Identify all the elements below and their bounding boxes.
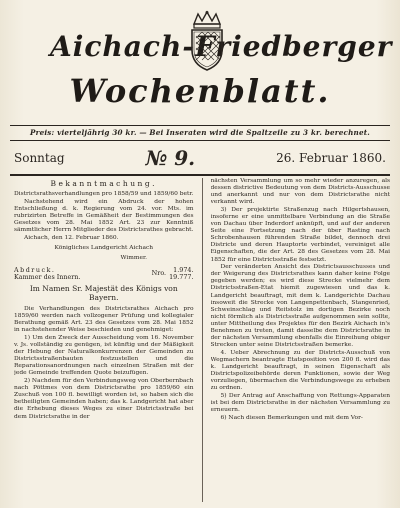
item-3: 3) Der projektirte Straßenzug nach Hilgertshausen, insoferne er eine unmittelbare Verbindung an die Straße von Dachau über Inderdorf anknüpft, und auf der anderen Seite eine Fortsetzung nach der über Rasting nach Schrobenhausen führenden Straße bildet, dennoch drei Districte und deren Hauptorte verbindet, vereiniget alle Eigenschaften, die der Art. 28 des Gesetzes vom 28. Mai 1852 für eine Districtsstraße festsetzt. [210, 206, 390, 263]
rule-bottom [10, 174, 390, 176]
coat-of-arms-icon [184, 10, 230, 74]
column-right [211, 178, 391, 502]
signer: Wimmer. [120, 254, 148, 261]
column-left [14, 178, 194, 502]
authority: Königliches Landgericht Aichach [54, 244, 154, 251]
issue-row [14, 144, 386, 172]
item-2-continued: nächsten Versammlung um so mehr wieder anzuregen, als dessen districtive Bedeutung von dem Districts-Ausschusse und anerkannt und nur von dem Districtsrathe nicht verkannt wird. [210, 178, 390, 206]
columns [14, 178, 390, 502]
abdruck-label: Abdruck. [14, 265, 56, 274]
issue-number: № 9. [145, 146, 196, 170]
announcement-subject: Districtsrathsverhandlungen pro 1858/59 und 1859/60 betr. [14, 191, 194, 198]
price-line: Preis: vierteljährig 30 kr. — Bei Inseraten wird die Spaltzeile zu 3 kr. berechnet. [30, 128, 370, 137]
masthead [8, 10, 392, 120]
column-divider [202, 178, 203, 502]
item-4: 4. Ueber Abrechnung zu der Districts-Ausschuß von Wegmachern beantragte Etatsposition von 200 fl. wird das k. Landgericht beauftragt, in seinen Eigenschaft als Districtspolizeibehörde deren Funktionen, sowie der Weg vorzuliegen, übermachen die Verbindungswege zu erheben zu ordnen. [210, 349, 390, 392]
item-1: 1) Um den Zweck der Ausscheidung vom 16. November v. Js. vollständig zu genügen, ist künftig und der Mäßigkeit der Hebung der Naturalkonkurrenzen der Gemeinden zu Districtsstraßenbauten festzustellen und die Reparationsanordnungen nach einzelnen Straßen mit der jede Gemeinde treffenden Quote beizufügen. [14, 335, 194, 377]
item-6: 6) Nach diesen Bemerkungen und mit dem Vor- [220, 414, 363, 421]
abdruck-nr-label: Nro. [151, 269, 167, 278]
rule-top [10, 125, 390, 126]
title-right: Friedberger [194, 29, 393, 63]
title-left: Aichach- [50, 29, 195, 63]
abdruck-nr2: 19.777. [169, 273, 194, 282]
announcement-text: Nachstehend wird ein Abdruck der hohen Entschließung d. k. Regierung vom 24. vor. Mts. im rubrizirten Betreffe in Gemäßheit der Bestimmungen des Gesetzes vom 28. Mai 1852 Art. 23 zur Kenntniß sämmtlicher Herrn Mitglieder des Districtsrathes gebracht. [14, 198, 194, 234]
item-3-continued: Der veränderten Ansicht des Districtsausschusses und der Weigerung des Districtsrathes kann daher keine Folge gegeben werden; es wird diese Strecke vielmehr dem Districtsstraßen-Etat hiemit zugewiesen und das k. Landgericht beauftragt, mit dem k. Landgerichte Dachau insoweit die Strecke von Langenpettenbach, Stangenried, Schweinschlag und Reitstolz im dortigen Bezirke noch nicht förmlich als Districtsstraße aufgenommen sein sollte, unter Mittheilung des Projektes für den Bezirk Aichach in's Benehmen zu treten, damit dasselbe dem Districtsrathe in der nächsten Versammlung ebenfalls die Einreihung obiger Strecken unter seine Districtsstraßen bemerke. [210, 264, 390, 349]
abdruck-nr1: 1.974. [173, 265, 194, 274]
announcement-heading: Bekanntmachung. [50, 179, 158, 188]
proceedings-intro: Die Verhandlungen des Districtsrathes Aichach pro 1859/60 werden nach vollzogener Prüfung und kollegialer Berathung gemäß Art. 23 des Gesetzes vom 28. Mai 1852 in nachstehender Weise beschieden und genehmiget: [14, 306, 194, 334]
item-5: 5) Der Antrag auf Anschaffung von Rettungs-Apparaten ist bei dem Districtsrathe in der nächsten Versammlung zu erneuern. [210, 392, 390, 413]
place-date: Aichach, den 12. Februar 1860. [24, 234, 119, 241]
royal-title: Im Namen Sr. Majestät des Königs von Bayern. [29, 284, 178, 303]
issue-date: 26. Februar 1860. [276, 151, 386, 165]
abdruck-org: Kammer des Innern. [14, 273, 81, 282]
title-main: Wochenblatt. [69, 72, 331, 110]
abdruck-block [14, 267, 194, 281]
item-2: 2) Nachdem für den Verbindungsweg von Oberbernbach nach Pöttmes von dem Districtsrathe pro 1859/60 ein Zuschuß von 100 fl. bewilligt worden ist, so haben sich die betheiligten Gemeinden haben; das k. Landgericht hat aber die Erhebung dieses Weges zu einer Districtsstraße bei dem Districtsrathe in der [14, 378, 194, 420]
issue-day: Sonntag [14, 151, 65, 165]
rule-middle [10, 140, 390, 141]
